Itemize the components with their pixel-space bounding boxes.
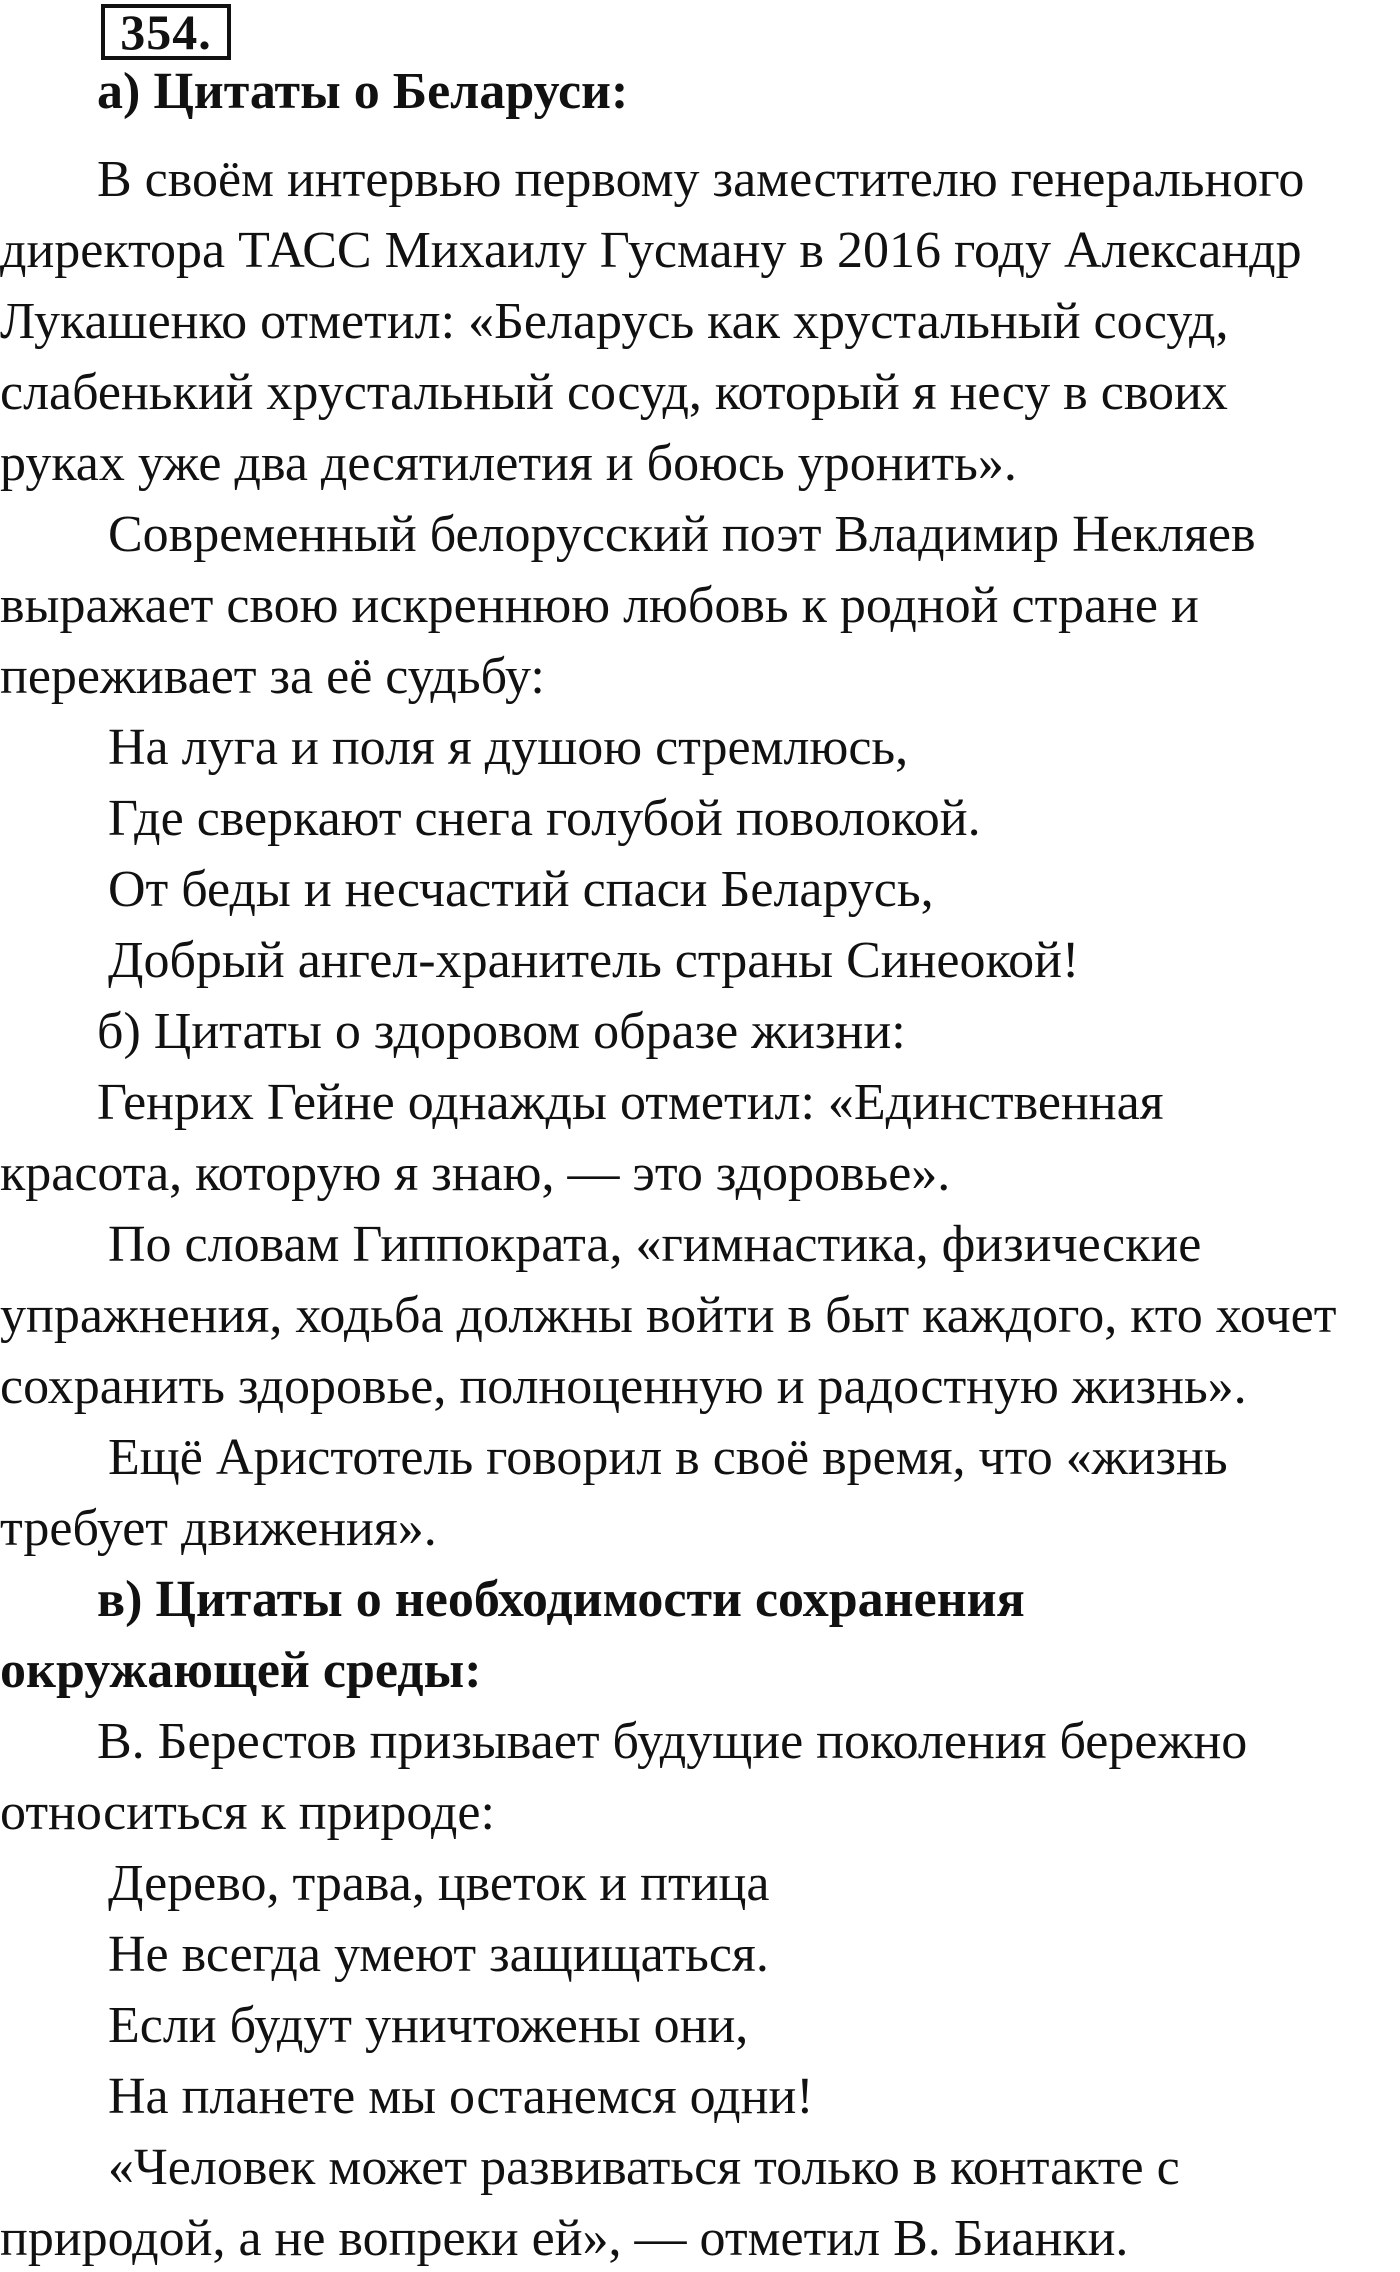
paragraph-line: По словам Гиппократа, «гимнастика, физические	[108, 1216, 1202, 1273]
paragraph-line: Лукашенко отметил: «Беларусь как хрустальный сосуд,	[0, 293, 1229, 350]
paragraph-line: упражнения, ходьба должны войти в быт каждого, кто хочет	[0, 1287, 1337, 1344]
poem-line: Если будут уничтожены они,	[108, 1997, 749, 2054]
poem-line: На планете мы останемся одни!	[108, 2068, 814, 2125]
paragraph-line: В своём интервью первому заместителю генерального	[97, 151, 1305, 208]
paragraph-line: «Человек может развиваться только в контакте с	[108, 2139, 1180, 2196]
poem-line: Добрый ангел-хранитель страны Синеокой!	[108, 932, 1080, 989]
poem-line: Не всегда умеют защищаться.	[108, 1926, 769, 1983]
heading-b: б) Цитаты о здоровом образе жизни:	[97, 1003, 906, 1060]
paragraph-line: Современный белорусский поэт Владимир Некляев	[108, 506, 1256, 563]
paragraph-line: выражает свою искреннюю любовь к родной стране и	[0, 577, 1199, 634]
paragraph-line: красота, которую я знаю, — это здоровье».	[0, 1145, 951, 1202]
poem-line: От беды и несчастий спаси Беларусь,	[108, 861, 934, 918]
poem-line: На луга и поля я душою стремлюсь,	[108, 719, 909, 776]
paragraph-line: Ещё Аристотель говорил в своё время, что «жизнь	[108, 1429, 1228, 1486]
heading-a: а) Цитаты о Беларуси:	[97, 63, 629, 120]
paragraph-line: В. Берестов призывает будущие поколения бережно	[97, 1713, 1248, 1770]
paragraph-line: слабенький хрустальный сосуд, который я несу в своих	[0, 364, 1228, 421]
heading-c: в) Цитаты о необходимости сохранения	[97, 1571, 1025, 1628]
paragraph-line: руках уже два десятилетия и боюсь уронить».	[0, 435, 1017, 492]
poem-line: Дерево, трава, цветок и птица	[108, 1855, 770, 1912]
paragraph-line: Генрих Гейне однажды отметил: «Единственная	[97, 1074, 1164, 1131]
paragraph-line: сохранить здоровье, полноценную и радостную жизнь».	[0, 1358, 1247, 1415]
paragraph-line: переживает за её судьбу:	[0, 648, 545, 705]
paragraph-line: директора ТАСС Михаилу Гусману в 2016 году Александр	[0, 222, 1302, 279]
exercise-number-box: 354.	[101, 4, 231, 60]
paragraph-line: требует движения».	[0, 1500, 437, 1557]
paragraph-line: природой, а не вопреки ей», — отметил В. Бианки.	[0, 2210, 1129, 2267]
paragraph-line: относиться к природе:	[0, 1784, 495, 1841]
poem-line: Где сверкают снега голубой поволокой.	[108, 790, 981, 847]
heading-c-continued: окружающей среды:	[0, 1642, 482, 1699]
